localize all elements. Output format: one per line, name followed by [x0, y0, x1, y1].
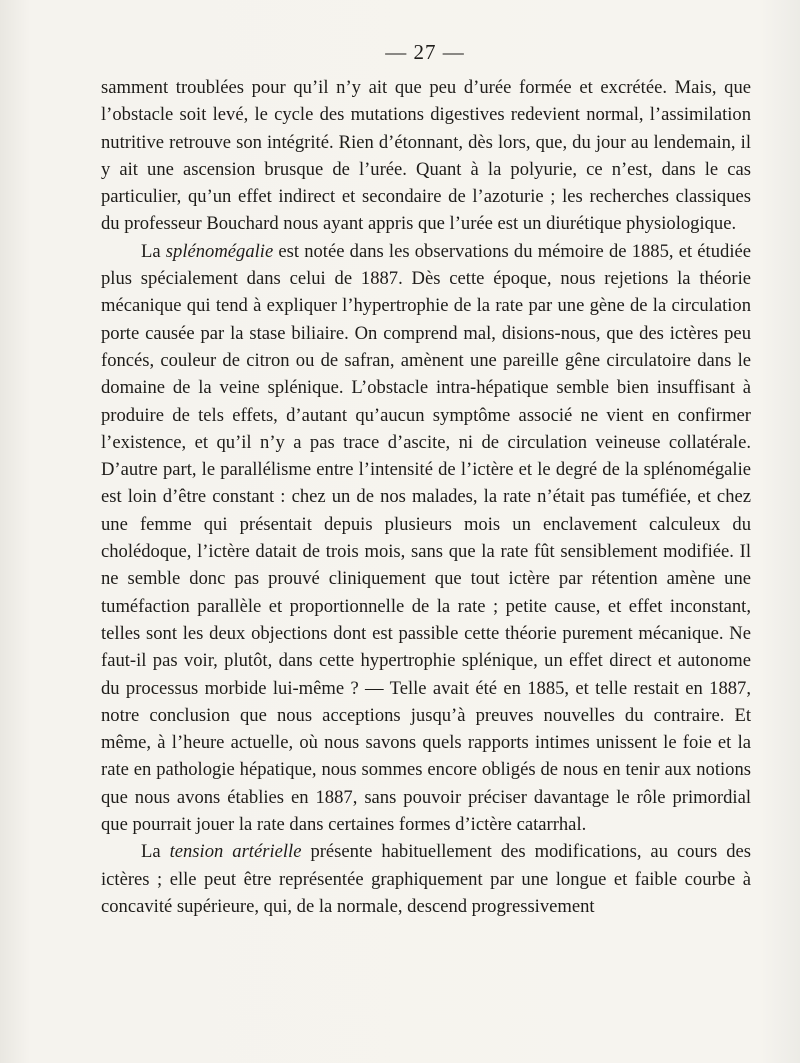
italic-term: splénomégalie [165, 240, 274, 262]
text-run: est notée dans les observations du mémoire de 1885, et étudiée plus spécialement dans celui de 1887. Dès cette époque, nous rejetions la théorie mécanique qui tend à expliquer l’hypertrophie de la rate par une gène de la circulation porte causée par la stase biliaire. On comprend mal, disions-nous, que des ictères peu foncés, couleur de citron ou de safran, amènent une pareille gêne circulatoire dans le domaine de la veine splénique. L’obstacle intra-hépatique semble bien insuffisant à produire de tels effets, d’autant qu’aucun symptôme associé ne vient en confirmer l’existence, et qu’il n’y a pas trace d’ascite, ni de circulation veineuse collatérale. D’autre part, le parallélisme entre l’intensité de l’ictère et le degré de la splénomégalie est loin d’être constant : chez un de nos malades, la rate n’était pas tuméfiée, et chez une femme qui présentait depuis plusieurs mois un enclavement calculeux du cholédoque, l’ictère datait de trois mois, sans que la rate fût sensiblement modifiée. Il ne semble donc pas prouvé cliniquement que tout ictère par rétention amène une tuméfaction parallèle et proportionnelle de la rate ; petite cause, et effet inconstant, telles sont les deux objections dont est passible cette théorie purement mécanique. Ne faut-il pas voir, plutôt, dans cette hypertrophie splénique, un effet direct et autonome du processus morbide lui-même ? — Telle avait été en 1885, et telle restait en 1887, notre conclusion que nous acceptions jusqu’à preuves nouvelles du contraire. Et même, à l’heure actuelle, où nous savons quels rapports intimes unissent le foie et la rate en pathologie hépatique, nous sommes encore obligés de nous en tenir aux notions que nous avons établies en 1887, sans pouvoir préciser davantage le rôle primordial que pourrait jouer la rate dans certaines formes d’ictère catarrhal. [101, 240, 751, 836]
body-text [101, 74, 751, 920]
text-run: La [141, 240, 166, 262]
italic-term: tension artérielle [169, 841, 302, 863]
text-run: La [141, 841, 170, 863]
text-run: samment troublées pour qu’il n’y ait que peu d’urée formée et excrétée. Mais, que l’obstacle soit levé, le cycle des mutations digestives redevient normal, l’assimilation nutritive retrouve son intégrité. Rien d’étonnant, dès lors, que, du jour au lendemain, il y ait une ascension brusque de l’urée. Quant à la polyurie, ce n’est, dans le cas particulier, qu’un effet indirect et secondaire de l’azoturie ; les recherches classiques du professeur Bouchard nous ayant appris que l’urée est un diurétique physiologique. [101, 77, 751, 235]
paragraph [101, 74, 751, 238]
page-number: — 27 — [385, 40, 465, 64]
paragraph [101, 238, 751, 839]
paragraph [101, 838, 751, 920]
text-run: présente habituellement des modifications, au cours des ictères ; elle peut être représentée graphiquement par une longue et faible courbe à concavité supérieure, qui, de la normale, descend progressivement [101, 841, 751, 917]
